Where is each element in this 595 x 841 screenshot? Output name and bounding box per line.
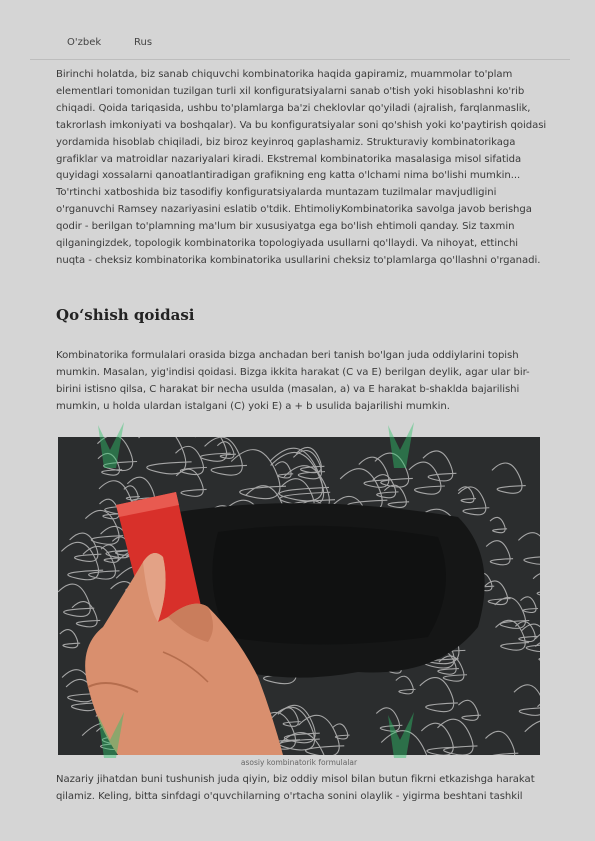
section-heading: Qo‘shish qoidasi	[56, 306, 195, 324]
nav-link-uzbek[interactable]: O'zbek	[67, 37, 102, 48]
section-paragraph: Kombinatorika formulalari orasida bizga anchadan beri tanish bo'lgan juda oddiylarini topish mumkin. Masalan, yig'indisi qoidasi. Bizga ikkita harakat (C va E) berilgan deylik, agar ular bir-birini istisno qilsa, C harakat bir necha usulda (masalan, a) va E harakat b-shaklda bajarilishi mumkin, u holda ulardan istalgani (C) yoki E) a + b usulida bajarilishi mumkin.	[56, 350, 530, 412]
nav-link-russian[interactable]: Rus	[134, 37, 153, 48]
top-navigation	[0, 0, 595, 60]
bottom-paragraph: Nazariy jihatdan buni tushunish juda qiyin, biz oddiy misol bilan butun fikrni etkazishga harakat qilamiz. Keling, bitta sinfdagi o'quvchilarning o'rtacha sonini olaylik - yigirma beshtani tashkil	[56, 774, 535, 802]
image-caption: asosiy kombinatorik formulalar	[240, 758, 358, 767]
nav-divider	[30, 59, 570, 60]
chalkboard-eraser-photo	[58, 437, 540, 755]
chalkboard-illustration	[58, 437, 540, 755]
intro-paragraph: Birinchi holatda, biz sanab chiquvchi kombinatorika haqida gapiramiz, muammolar to'plam elementlari tomonidan tuzilgan turli xil konfiguratsiyalarni sanab o'tish yoki hisoblashni ko'rib chiqadi. Qoida tariqasida, ushbu to'plamlarga ba'zi cheklovlar qo'yiladi (ajralish, farqlanmaslik, takrorlash imkoniyati va boshqalar). Va bu konfiguratsiyalar soni qo'shish yoki ko'paytirish qoidasi yordamida hisoblab chiqiladi, biz biroz keyinroq gaplashamiz. Strukturaviy kombinatorikaga grafiklar va matroidlar nazariyalari kiradi. Ekstremal kombinatorika masalasiga misol sifatida quyidagi xossalarni qanoatlantiradigan grafikning eng katta o'lchami nima bo'lishi mumkin... To'rtinchi xatboshida biz tasodifiy konfiguratsiyalarda muntazam tuzilmalar mavjudligini o'rganuvchi Ramsey nazariyasini eslatib o'tdik. EhtimoliyKombinatorika savolga javob berishga qodir - berilgan to'plamning ma'lum bir xususiyatga ega bo'lish ehtimoli qanday. Siz taxmin qilganingizdek, topologik kombinatorika topologiyada usullarni qo'llaydi. Va nihoyat, ettinchi nuqta - cheksiz kombinatorika kombinatorika usullarini cheksiz to'plamlarga qo'llashni o'rganadi.	[56, 69, 547, 266]
